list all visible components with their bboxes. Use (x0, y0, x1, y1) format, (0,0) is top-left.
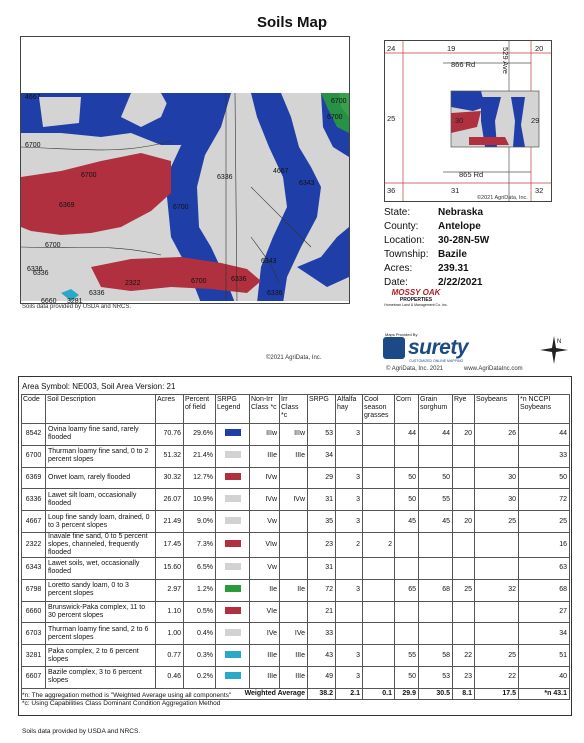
legend-color-swatch (225, 563, 241, 570)
table-row (22, 557, 570, 579)
cell-code: 2322 (22, 532, 46, 557)
cell-sorghum (419, 601, 453, 623)
cell-srpg: 23 (308, 532, 336, 557)
cell-nonirr: VIe (250, 601, 280, 623)
col-header: SRPG Legend (216, 395, 250, 424)
cell-desc: Lawet soils, wet, occasionally flooded (46, 557, 156, 579)
cell-alfalfa: 3 (336, 424, 363, 446)
cell-desc: Loretto sandy loam, 0 to 3 percent slopes (46, 579, 156, 601)
cell-sorghum: 44 (419, 424, 453, 446)
cell-desc: Ovina loamy fine sand, rarely flooded (46, 424, 156, 446)
map-label: 6700 (45, 242, 61, 249)
cell-corn: 45 (395, 511, 419, 533)
cell-nccpi: 40 (519, 666, 570, 688)
map-label: 6336 (231, 276, 247, 283)
cell-soy: 32 (475, 579, 519, 601)
weighted-rye: 8.1 (453, 688, 475, 699)
cell-rye (453, 623, 475, 645)
cell-acres: 26.07 (156, 489, 184, 511)
cell-acres: 2.97 (156, 579, 184, 601)
cell-nccpi: 16 (519, 532, 570, 557)
cell-acres: 70.76 (156, 424, 184, 446)
agridata-url: www.AgriDataInc.com (464, 366, 523, 372)
cell-cool (363, 467, 395, 489)
table-row (22, 579, 570, 601)
cell-corn: 50 (395, 666, 419, 688)
compass-north: N (557, 339, 562, 345)
weighted-sorghum: 30.5 (419, 688, 453, 699)
cell-rye: 20 (453, 424, 475, 446)
surety-logo: Maps Provided By surety CUSTOMIZED ONLINE MAPPING (385, 332, 469, 363)
cell-irr: IIIe (280, 645, 308, 667)
weighted-alfalfa: 2.1 (336, 688, 363, 699)
cell-corn: 55 (395, 645, 419, 667)
cell-pct: 0.4% (184, 623, 216, 645)
cell-cool (363, 557, 395, 579)
cell-srpg: 29 (308, 467, 336, 489)
map-label: 6336 (33, 270, 49, 277)
legend-color-swatch (225, 540, 241, 547)
cell-alfalfa: 3 (336, 645, 363, 667)
location-info (384, 206, 489, 290)
cell-pct: 1.2% (184, 579, 216, 601)
cell-srpg: 72 (308, 579, 336, 601)
cell-srpg: 49 (308, 666, 336, 688)
weighted-srpg: 38.2 (308, 688, 336, 699)
col-header: Non-Irr Class *c (250, 395, 280, 424)
cell-nccpi: 27 (519, 601, 570, 623)
cell-code: 6343 (22, 557, 46, 579)
cell-code: 6798 (22, 579, 46, 601)
cell-code: 6703 (22, 623, 46, 645)
map-label: 6336 (89, 290, 105, 297)
cell-cool (363, 645, 395, 667)
location-map (384, 40, 552, 202)
footnote-n: *n: The aggregation method is "Weighted Average using all components" (22, 692, 232, 699)
table-row (22, 666, 570, 688)
map-label: 4667 (25, 94, 41, 101)
section-label: 29 (531, 116, 540, 125)
cell-acres: 51.32 (156, 445, 184, 467)
cell-sorghum: 50 (419, 467, 453, 489)
cell-desc: Lawet silt loam, occasionally flooded (46, 489, 156, 511)
cell-cool (363, 601, 395, 623)
srpg-legend-swatch (216, 601, 250, 623)
cell-sorghum: 45 (419, 511, 453, 533)
table-row (22, 445, 570, 467)
cell-soy: 30 (475, 467, 519, 489)
cell-rye (453, 445, 475, 467)
cell-desc: Orwet loam, rarely flooded (46, 467, 156, 489)
cell-code: 6700 (22, 445, 46, 467)
srpg-legend-swatch (216, 645, 250, 667)
col-header: Cool season grasses (363, 395, 395, 424)
legend-color-swatch (225, 629, 241, 636)
weighted-cool: 0.1 (363, 688, 395, 699)
cell-desc: Brunswick-Paka complex, 11 to 30 percent slopes (46, 601, 156, 623)
cell-pct: 0.2% (184, 666, 216, 688)
col-header: Soil Description (46, 395, 156, 424)
cell-code: 6336 (22, 489, 46, 511)
cell-irr: IVw (280, 489, 308, 511)
cell-desc: Loup fine sandy loam, drained, 0 to 3 percent slopes (46, 511, 156, 533)
map-label: 6343 (261, 258, 277, 265)
cell-nonirr: Vw (250, 511, 280, 533)
cell-acres: 1.10 (156, 601, 184, 623)
road-label: 865 Rd (459, 170, 484, 179)
cell-cool (363, 489, 395, 511)
cell-desc: Thurman loamy fine sand, 2 to 6 percent slopes (46, 623, 156, 645)
map-label: 6700 (327, 114, 343, 121)
cell-corn (395, 557, 419, 579)
cell-pct: 0.5% (184, 601, 216, 623)
cell-pct: 7.3% (184, 532, 216, 557)
cell-code: 8542 (22, 424, 46, 446)
cell-corn (395, 623, 419, 645)
cell-srpg: 34 (308, 445, 336, 467)
map-label: 6343 (299, 180, 315, 187)
cell-irr: IIIw (280, 424, 308, 446)
weighted-soy: 17.5 (475, 688, 519, 699)
map-copyright: ©2021 AgriData, Inc. (266, 355, 322, 361)
cell-alfalfa (336, 601, 363, 623)
cell-irr: IVe (280, 623, 308, 645)
cell-soy (475, 601, 519, 623)
cell-alfalfa: 3 (336, 467, 363, 489)
cell-acres: 0.46 (156, 666, 184, 688)
table-row (22, 645, 570, 667)
globe-icon (383, 337, 405, 359)
cell-cool (363, 623, 395, 645)
srpg-legend-swatch (216, 666, 250, 688)
cell-sorghum: 55 (419, 489, 453, 511)
map-label: 3281 (67, 298, 83, 303)
cell-soy (475, 623, 519, 645)
srpg-legend-swatch (216, 445, 250, 467)
cell-srpg: 31 (308, 489, 336, 511)
cell-cool (363, 579, 395, 601)
cell-nccpi: 25 (519, 511, 570, 533)
col-header: Percent of field (184, 395, 216, 424)
cell-corn: 65 (395, 579, 419, 601)
cell-rye: 23 (453, 666, 475, 688)
cell-soy (475, 532, 519, 557)
cell-soy: 26 (475, 424, 519, 446)
cell-rye: 25 (453, 579, 475, 601)
cell-acres: 15.60 (156, 557, 184, 579)
info-township: Township: Bazile (384, 249, 467, 260)
cell-rye: 20 (453, 511, 475, 533)
legend-color-swatch (225, 651, 241, 658)
cell-alfalfa: 3 (336, 489, 363, 511)
cell-srpg: 43 (308, 645, 336, 667)
info-location: Location: 30-28N-5W (384, 235, 490, 246)
map-label: 6700 (331, 98, 347, 105)
table-row (22, 489, 570, 511)
inset-copyright: ©2021 AgriData, Inc. (477, 195, 528, 201)
cell-acres: 30.32 (156, 467, 184, 489)
col-header: Acres (156, 395, 184, 424)
col-header: Soybeans (475, 395, 519, 424)
road-label: 529 Ave (501, 47, 510, 74)
cell-rye: 22 (453, 645, 475, 667)
section-label: 24 (387, 44, 396, 53)
weighted-corn: 29.9 (395, 688, 419, 699)
section-label: 20 (535, 44, 544, 53)
cell-soy: 25 (475, 645, 519, 667)
srpg-legend-swatch (216, 579, 250, 601)
srpg-legend-swatch (216, 489, 250, 511)
footnote-c: *c: Using Capabilities Class Dominant Condition Aggregation Method (22, 700, 221, 707)
cell-corn (395, 601, 419, 623)
cell-irr: IIIe (280, 445, 308, 467)
cell-alfalfa: 3 (336, 666, 363, 688)
cell-srpg: 31 (308, 557, 336, 579)
cell-irr: IIIe (280, 666, 308, 688)
cell-nccpi: 34 (519, 623, 570, 645)
soils-map-graphic (21, 37, 349, 303)
srpg-legend-swatch (216, 532, 250, 557)
cell-rye (453, 489, 475, 511)
table-row (22, 467, 570, 489)
bottom-credit: Soils data provided by USDA and NRCS. (22, 728, 141, 735)
col-header: Grain sorghum (419, 395, 453, 424)
cell-code: 3281 (22, 645, 46, 667)
table-row (22, 511, 570, 533)
cell-nccpi: 72 (519, 489, 570, 511)
weighted-average-label: Weighted Average (22, 688, 308, 699)
cell-sorghum (419, 445, 453, 467)
cell-irr (280, 532, 308, 557)
legend-color-swatch (225, 607, 241, 614)
cell-corn: 50 (395, 467, 419, 489)
col-header: Corn (395, 395, 419, 424)
cell-srpg: 53 (308, 424, 336, 446)
col-header: Code (22, 395, 46, 424)
info-date: Date: 2/22/2021 (384, 277, 483, 288)
cell-cool (363, 445, 395, 467)
agridata-small: © AgriData, Inc. 2021 (386, 366, 444, 372)
soil-table (21, 394, 570, 700)
table-row (22, 424, 570, 446)
cell-sorghum: 68 (419, 579, 453, 601)
cell-nonirr: IIe (250, 579, 280, 601)
cell-cool (363, 666, 395, 688)
legend-color-swatch (225, 451, 241, 458)
cell-acres: 1.00 (156, 623, 184, 645)
map-label: 6700 (191, 278, 207, 285)
road-label: 866 Rd (451, 60, 476, 69)
srpg-legend-swatch (216, 557, 250, 579)
cell-irr (280, 557, 308, 579)
section-label: 31 (451, 186, 460, 195)
cell-pct: 10.9% (184, 489, 216, 511)
cell-acres: 0.77 (156, 645, 184, 667)
map-label: 6336 (27, 266, 43, 273)
cell-code: 6607 (22, 666, 46, 688)
cell-nccpi: 33 (519, 445, 570, 467)
compass-icon (538, 334, 570, 366)
cell-soy: 22 (475, 666, 519, 688)
cell-nonirr: IVw (250, 467, 280, 489)
info-acres: Acres: 239.31 (384, 263, 469, 274)
map-label: 6700 (81, 172, 97, 179)
cell-rye (453, 532, 475, 557)
location-map-graphic (385, 41, 551, 201)
cell-corn: 44 (395, 424, 419, 446)
cell-nccpi: 51 (519, 645, 570, 667)
cell-rye (453, 601, 475, 623)
mossy-oak-logo: MOSSY OAK PROPERTIES Hometown Land & Management Co. Inc. (384, 288, 448, 307)
cell-cool (363, 424, 395, 446)
map-label: 6700 (173, 204, 189, 211)
cell-srpg: 33 (308, 623, 336, 645)
map-label: 6369 (59, 202, 75, 209)
srpg-legend-swatch (216, 467, 250, 489)
cell-sorghum (419, 532, 453, 557)
srpg-legend-swatch (216, 511, 250, 533)
page-title: Soils Map (256, 14, 327, 31)
cell-pct: 6.5% (184, 557, 216, 579)
cell-pct: 29.6% (184, 424, 216, 446)
cell-nccpi: 50 (519, 467, 570, 489)
cell-nonirr: IIIw (250, 424, 280, 446)
cell-nonirr: IIIe (250, 666, 280, 688)
legend-color-swatch (225, 672, 241, 679)
col-header: Alfalfa hay (336, 395, 363, 424)
map-label: 6336 (217, 174, 233, 181)
cell-pct: 21.4% (184, 445, 216, 467)
cell-sorghum: 53 (419, 666, 453, 688)
cell-corn: 50 (395, 489, 419, 511)
cell-cool: 2 (363, 532, 395, 557)
cell-sorghum: 58 (419, 645, 453, 667)
cell-nonirr: Vw (250, 557, 280, 579)
cell-rye (453, 557, 475, 579)
section-label: 30 (455, 116, 464, 125)
cell-acres: 17.45 (156, 532, 184, 557)
cell-nonirr: IIIe (250, 645, 280, 667)
map-label: 6660 (41, 298, 57, 303)
legend-color-swatch (225, 517, 241, 524)
soils-map (20, 36, 350, 304)
cell-irr: IIe (280, 579, 308, 601)
srpg-legend-swatch (216, 623, 250, 645)
table-row (22, 601, 570, 623)
srpg-legend-swatch (216, 424, 250, 446)
area-symbol: Area Symbol: NE003, Soil Area Version: 21 (22, 382, 176, 391)
col-header: SRPG (308, 395, 336, 424)
cell-sorghum (419, 623, 453, 645)
table-row (22, 623, 570, 645)
section-label: 25 (387, 114, 396, 123)
legend-color-swatch (225, 585, 241, 592)
cell-nccpi: 68 (519, 579, 570, 601)
info-state: State: Nebraska (384, 207, 484, 218)
cell-soy: 30 (475, 489, 519, 511)
cell-alfalfa: 3 (336, 579, 363, 601)
cell-code: 6660 (22, 601, 46, 623)
cell-desc: Paka complex, 2 to 6 percent slopes (46, 645, 156, 667)
cell-nonirr: IVe (250, 623, 280, 645)
cell-pct: 12.7% (184, 467, 216, 489)
section-label: 19 (447, 44, 456, 53)
cell-irr (280, 511, 308, 533)
cell-irr (280, 601, 308, 623)
cell-nonirr: IIIe (250, 445, 280, 467)
cell-nonirr: VIw (250, 532, 280, 557)
cell-nccpi: 44 (519, 424, 570, 446)
map-label: 2322 (125, 280, 141, 287)
cell-irr (280, 467, 308, 489)
cell-srpg: 21 (308, 601, 336, 623)
cell-alfalfa: 2 (336, 532, 363, 557)
cell-pct: 9.0% (184, 511, 216, 533)
map-credit: Soils data provided by USDA and NRCS. (22, 304, 132, 310)
col-header: Rye (453, 395, 475, 424)
cell-alfalfa (336, 623, 363, 645)
cell-alfalfa (336, 445, 363, 467)
cell-cool (363, 511, 395, 533)
cell-rye (453, 467, 475, 489)
col-header: *n NCCPI Soybeans (519, 395, 570, 424)
cell-nccpi: 63 (519, 557, 570, 579)
legend-color-swatch (225, 495, 241, 502)
section-label: 32 (535, 186, 544, 195)
map-label: 6336 (267, 290, 283, 297)
cell-srpg: 35 (308, 511, 336, 533)
weighted-nccpi: *n 43.1 (519, 688, 570, 699)
cell-soy: 25 (475, 511, 519, 533)
cell-alfalfa: 3 (336, 511, 363, 533)
col-header: Irr Class *c (280, 395, 308, 424)
cell-alfalfa (336, 557, 363, 579)
map-label: 4667 (273, 168, 289, 175)
cell-sorghum (419, 557, 453, 579)
cell-acres: 21.49 (156, 511, 184, 533)
info-county: County: Antelope (384, 221, 481, 232)
section-label: 36 (387, 186, 396, 195)
cell-soy (475, 445, 519, 467)
legend-color-swatch (225, 473, 241, 480)
cell-corn (395, 445, 419, 467)
cell-code: 6369 (22, 467, 46, 489)
table-header-row (22, 395, 570, 424)
cell-corn (395, 532, 419, 557)
map-label: 6700 (25, 142, 41, 149)
cell-nonirr: IVw (250, 489, 280, 511)
cell-soy (475, 557, 519, 579)
cell-code: 4667 (22, 511, 46, 533)
soil-table-panel (18, 376, 572, 716)
legend-color-swatch (225, 429, 241, 436)
cell-desc: Thurman loamy fine sand, 0 to 2 percent slopes (46, 445, 156, 467)
cell-desc: Bazile complex, 3 to 6 percent slopes (46, 666, 156, 688)
cell-pct: 0.3% (184, 645, 216, 667)
cell-desc: Inavale fine sand, 0 to 5 percent slopes, channeled, frequently flooded (46, 532, 156, 557)
table-row (22, 532, 570, 557)
